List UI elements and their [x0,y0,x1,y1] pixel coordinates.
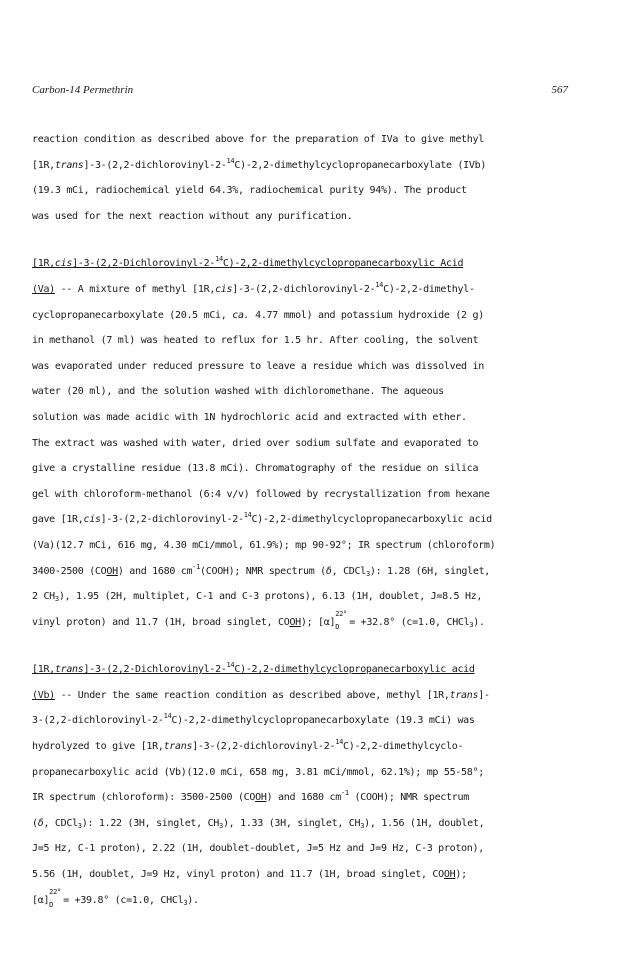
text-fragment: ]-3-(2,2-dichlorovinyl-2- [192,741,336,753]
text-fragment: ), 1.56 (1H, doublet, [364,817,485,829]
text-fragment: (19.3 mCi, radiochemical yield 64.3%, radiochemical purity 94%). The product [32,185,467,197]
text-line [32,708,572,734]
text-line [32,431,572,457]
text-fragment: 3 [469,620,474,629]
text-line [32,303,572,329]
text-fragment: solution was made acidic with 1N hydrochloric acid and extracted with ether. [32,411,467,423]
text-fragment: C)-2,2-dimethylcyclopropanecarboxylate (19.3 mCi) was [171,715,475,727]
text-fragment: ), 1.95 (2H, multiplet, C-1 and C-3 protons), 6.13 (1H, doublet, J=8.5 Hz, [58,591,483,603]
text-fragment: OH [443,869,456,881]
text-fragment: = +39.8° (c=1.0, CHCl [63,894,184,906]
text-fragment: ); [455,869,467,881]
text-fragment: ]-3-(2,2-Dichlorovinyl-2- [72,258,216,270]
text-line [32,811,572,837]
text-fragment: ]-3-(2,2-Dichlorovinyl-2- [83,664,227,676]
section-heading-va [32,251,572,277]
text-fragment: 4.77 mmol) and potassium hydroxide (2 g) [249,309,484,321]
text-fragment: 3 [365,569,370,578]
text-line [32,379,572,405]
text-fragment: trans [54,159,84,171]
text-fragment: 3 [360,821,365,830]
text-fragment: 14 [163,712,172,721]
text-fragment: ]-3-(2,2-dichlorovinyl-2- [232,283,376,295]
text-fragment: [1R, [32,159,55,171]
text-fragment: 14 [215,255,223,264]
text-fragment: OH [289,616,301,628]
text-fragment: 2 CH [32,591,55,603]
text-line [32,785,572,811]
text-fragment: ]- [478,689,490,701]
text-fragment: ]-3-(2,2-dichlorovinyl-2- [83,159,227,171]
section-heading-vb [32,657,572,683]
text-fragment: give a crystalline residue (13.8 mCi). Chromatography of the residue on silica [32,463,479,475]
text-fragment: C)-2,2-dimethylcyclo- [343,741,464,753]
text-fragment: [1R, [32,664,55,676]
text-line [32,405,572,431]
text-line [32,734,572,760]
text-fragment: ); [α] [300,616,336,628]
text-fragment: C)-2,2-dimethyl- [383,283,475,295]
text-fragment: -- Under the same reaction condition as described above, methyl [1R, [54,689,450,701]
text-line [32,683,572,709]
text-line [32,610,572,636]
body-text [32,127,572,913]
text-fragment: gel with chloroform-methanol (6:4 v/v) followed by recrystallization from hexane [32,488,490,500]
text-fragment: 3400-2500 (CO [32,565,107,577]
text-fragment: (Va) [32,283,55,295]
text-fragment: 3 [183,898,188,907]
text-fragment: vinyl proton) and 11.7 (1H, broad singlet, CO [32,616,290,628]
text-fragment: -1 [192,562,201,571]
page-number: 567 [551,84,568,96]
text-fragment: D [335,622,340,631]
text-fragment: 14 [226,661,235,670]
text-fragment: ): 1.28 (6H, singlet, [369,565,491,577]
text-fragment: in methanol (7 ml) was heated to reflux for 1.5 hr. After cooling, the solvent [32,335,479,347]
text-line [32,178,572,204]
text-fragment: [1R, [32,258,55,270]
text-line [32,127,572,153]
text-fragment: trans [449,689,479,701]
text-fragment: , CDCl [331,565,366,577]
text-fragment: 14 [226,156,235,165]
text-fragment: trans [163,741,193,753]
text-fragment: (COOH); NMR spectrum [348,792,469,804]
text-fragment: (Vb) [32,689,55,701]
text-fragment: ) and 1680 cm [117,565,193,577]
text-line [32,354,572,380]
text-fragment: C)-2,2-dimethylcyclopropanecarboxylic Acid [222,258,464,270]
text-line [32,559,572,585]
text-fragment: cis [54,258,73,270]
text-fragment: gave [1R, [32,514,84,526]
text-fragment: 22° [335,609,347,618]
running-title: Carbon-14 Permethrin [32,84,134,96]
text-line [32,584,572,610]
text-fragment: J=5 Hz, C-1 proton), 2.22 (1H, doublet-doublet, J=5 Hz and J=9 Hz, C-3 proton), [32,843,484,855]
text-fragment: trans [54,664,84,676]
text-fragment: cis [215,283,233,295]
text-fragment: 3 [54,595,59,604]
text-fragment: The extract was washed with water, dried over sodium sulfate and evaporated to [32,437,479,449]
text-fragment: (COOH); NMR spectrum ( [200,565,326,577]
text-fragment: , CDCl [43,817,78,829]
text-line [32,507,572,533]
text-fragment: 22° [49,887,61,896]
text-fragment: reaction condition as described above for the preparation of IVa to give methyl [32,134,484,145]
text-line [32,533,572,559]
text-fragment: 14 [335,738,344,747]
text-fragment: ) and 1680 cm [266,792,341,804]
text-fragment: ). [473,616,485,628]
text-fragment: D [49,900,54,909]
text-fragment: 3 [219,821,223,830]
text-line [32,153,572,179]
text-line [32,456,572,482]
text-fragment: [α] [32,894,50,906]
text-line [32,888,572,914]
text-fragment: 3 [77,821,82,830]
text-fragment: ]-3-(2,2-dichlorovinyl-2- [100,514,244,526]
text-fragment: was evaporated under reduced pressure to leave a residue which was dissolved in [32,360,484,372]
text-fragment: cyclopropanecarboxylate (20.5 mCi, [32,309,233,321]
text-fragment: OH [255,792,267,804]
text-fragment: -- A mixture of methyl [1R, [54,283,216,295]
text-fragment: -1 [340,789,349,798]
text-line [32,836,572,862]
text-fragment: IR spectrum (chloroform): 3500-2500 (CO [32,792,256,804]
text-fragment: ( [32,817,38,829]
text-fragment: water (20 ml), and the solution washed with dichloromethane. The aqueous [32,386,444,398]
text-line [32,862,572,888]
text-fragment: propanecarboxylic acid (Vb)(12.0 mCi, 658 mg, 3.81 mCi/mmol, 62.1%); mp 55-58°; [32,766,484,778]
text-fragment: δ [325,565,332,577]
text-fragment: 14 [375,280,384,289]
text-fragment: was used for the next reaction without any purification. [32,210,353,222]
text-fragment: ). [187,894,199,906]
text-fragment: C)-2,2-dimethylcyclopropanecarboxylic acid [251,514,492,526]
text-fragment: 5.56 (1H, doublet, J=9 Hz, vinyl proton) and 11.7 (1H, broad singlet, CO [32,869,444,881]
text-fragment: hydrolyzed to give [1R, [32,741,164,753]
text-fragment: cis [83,514,101,526]
text-fragment: ca. [232,309,250,321]
text-line [32,482,572,508]
text-line [32,760,572,786]
text-fragment: δ [37,817,44,829]
text-line [32,328,572,354]
text-fragment: (Va)(12.7 mCi, 616 mg, 4.30 mCi/mmol, 61.9%); mp 90-92°; IR spectrum (chloroform) [32,539,496,551]
text-line [32,277,572,303]
text-fragment: ), 1.33 (3H, singlet, CH [222,817,361,829]
text-line [32,204,572,230]
text-fragment: 14 [243,511,252,520]
text-fragment: C)-2,2-dimethylcyclopropanecarboxylate (IVb) [234,159,487,171]
text-fragment: OH [106,565,118,577]
text-fragment: 3-(2,2-dichlorovinyl-2- [32,715,164,727]
text-fragment: C)-2,2-dimethylcyclopropanecarboxylic acid [234,664,475,676]
text-fragment: = +32.8° (c=1.0, CHCl [349,616,470,628]
text-fragment: ): 1.22 (3H, singlet, CH [81,817,220,829]
